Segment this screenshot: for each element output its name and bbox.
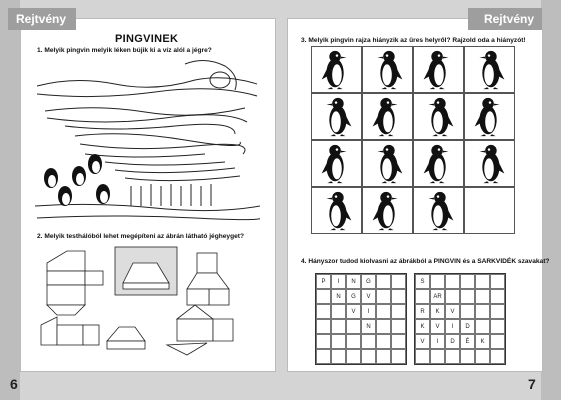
pingvin-grid-cell [391,319,406,334]
penguin-cell [362,46,413,93]
penguin-icon [312,141,361,186]
pingvin-grid-cell [361,334,376,349]
pingvin-grid-cell: V [361,289,376,304]
penguin-icon [465,47,514,92]
pingvin-grid-cell [391,289,406,304]
pingvin-grid-cell [346,334,361,349]
pingvin-grid-cell [331,319,346,334]
pingvin-grid-cell [376,319,391,334]
sarkvidek-grid-cell: V [415,334,430,349]
penguin-cell [311,187,362,234]
pingvin-grid-cell: P [316,274,331,289]
sarkvidek-grid-cell: D [445,334,460,349]
question-2: 2. Melyik testhálóból lehet megépíteni az ábrán látható jégheyget? [37,233,245,240]
pingvin-grid-cell [316,289,331,304]
right-page-number: 7 [528,376,536,392]
pingvin-grid-cell: I [361,304,376,319]
word-grid-sarkvidek [414,273,506,365]
penguin-cell [362,187,413,234]
penguin-cell [362,93,413,140]
sarkvidek-grid-cell: D [460,319,475,334]
right-header-label: Rejtvény [483,12,534,26]
penguin-icon [414,141,463,186]
sarkvidek-grid-cell: K [415,319,430,334]
sarkvidek-grid-cell [490,274,505,289]
left-margin-band [0,0,20,400]
pingvin-grid-cell [361,349,376,364]
pingvin-grid-cell: V [346,304,361,319]
penguin-icon [414,47,463,92]
pingvin-grid-cell [391,349,406,364]
pingvin-grid-cell [346,319,361,334]
pingvin-grid-cell: N [346,274,361,289]
pingvin-grid-cell [391,274,406,289]
sarkvidek-grid-cell [415,289,430,304]
sarkvidek-grid-cell [460,289,475,304]
sarkvidek-grid-cell [460,349,475,364]
sarkvidek-grid-cell [490,334,505,349]
sarkvidek-grid-cell: I [430,334,445,349]
sarkvidek-grid-cell [415,349,430,364]
pingvin-grid-cell [376,304,391,319]
sarkvidek-grid-cell [445,349,460,364]
penguin-cell [413,140,464,187]
sarkvidek-grid-cell [475,349,490,364]
left-header-label: Rejtvény [16,12,67,26]
sarkvidek-grid-cell [445,289,460,304]
penguin-cell [464,46,515,93]
pingvin-grid-cell [316,349,331,364]
sarkvidek-grid-cell [490,304,505,319]
penguin-cell [464,93,515,140]
sarkvidek-grid-cell [430,349,445,364]
sarkvidek-grid-cell [430,274,445,289]
penguin-icon [414,94,463,139]
penguin-icon [312,188,361,233]
sarkvidek-grid-cell [490,289,505,304]
pingvin-grid-cell [331,334,346,349]
sarkvidek-grid-cell: R [415,304,430,319]
penguin-maze-illustration [35,56,260,221]
penguin-icon [363,141,412,186]
question-1: 1. Melyik pingvin melyik léken bújik ki a víz alól a jégre? [37,47,212,54]
pingvin-grid-cell [331,304,346,319]
pingvin-grid-cell [391,334,406,349]
box-nets-illustration [37,245,262,360]
sarkvidek-grid-cell [445,274,460,289]
right-margin-band [541,0,561,400]
sarkvidek-grid-cell [475,289,490,304]
penguin-icon [363,47,412,92]
sarkvidek-grid-cell [490,349,505,364]
sarkvidek-grid-cell: K [430,304,445,319]
penguin-cell [464,140,515,187]
question-4: 4. Hányszor tudod kiolvasni az ábrákból a PINGVIN és a SARKVIDÉK szavakat? [301,258,550,265]
sarkvidek-grid-cell [490,319,505,334]
penguin-cell [311,93,362,140]
sarkvidek-grid-cell: É [460,334,475,349]
penguin-icon [363,94,412,139]
penguin-cell [362,140,413,187]
penguin-cell [311,46,362,93]
question-3: 3. Melyik pingvin rajza hiányzik az üres helyről? Rajzold oda a hiányzót! [301,37,526,44]
penguin-icon [465,94,514,139]
left-header-tab [8,8,76,30]
pingvin-grid-cell [346,349,361,364]
sarkvidek-grid-cell: V [445,304,460,319]
penguin-cell [413,93,464,140]
penguin-cell-empty [464,187,515,234]
penguin-cell [413,187,464,234]
pingvin-grid-cell [376,289,391,304]
word-grid-pingvin [315,273,407,365]
penguin-grid [311,46,515,234]
penguin-icon [414,188,463,233]
penguin-cell [311,140,362,187]
sarkvidek-grid-cell: I [445,319,460,334]
pingvin-grid-cell [376,334,391,349]
pingvin-grid-cell: G [346,289,361,304]
pingvin-grid-cell: I [331,274,346,289]
pingvin-grid-cell [316,304,331,319]
sarkvidek-grid-cell [475,274,490,289]
pingvin-grid-cell [391,304,406,319]
left-page-number: 6 [10,376,18,392]
penguin-icon [465,141,514,186]
pingvin-grid-cell: N [331,289,346,304]
page-title: PINGVINEK [115,33,179,45]
pingvin-grid-cell [331,349,346,364]
penguin-icon [312,94,361,139]
sarkvidek-grid-cell: S [415,274,430,289]
sarkvidek-grid-cell [460,274,475,289]
right-header-tab [468,8,542,30]
pingvin-grid-cell [376,349,391,364]
penguin-cell [413,46,464,93]
sarkvidek-grid-cell: V [430,319,445,334]
sarkvidek-grid-cell: K [475,334,490,349]
penguin-icon [312,47,361,92]
pingvin-grid-cell [376,274,391,289]
pingvin-grid-cell: N [361,319,376,334]
penguin-icon [363,188,412,233]
pingvin-grid-cell [316,334,331,349]
pingvin-grid-cell [316,319,331,334]
sarkvidek-grid-cell [475,304,490,319]
sarkvidek-grid-cell: AR [430,289,445,304]
pingvin-grid-cell: G [361,274,376,289]
sarkvidek-grid-cell [475,319,490,334]
sarkvidek-grid-cell [460,304,475,319]
